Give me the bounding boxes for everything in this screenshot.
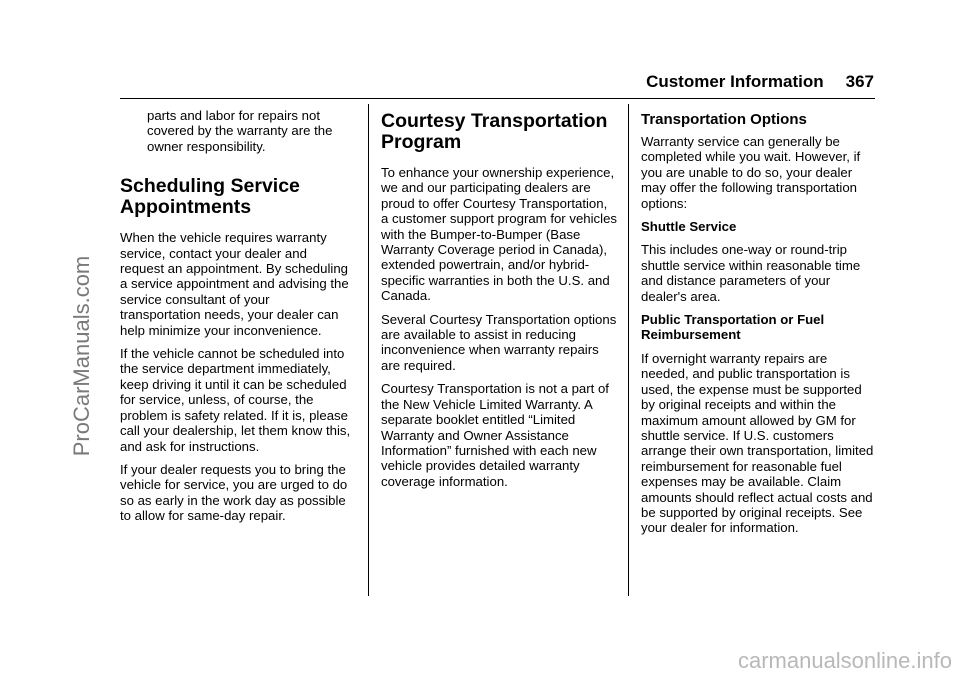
bottom-watermark: carmanualsonline.info bbox=[737, 648, 952, 673]
paragraph: If the vehicle cannot be scheduled into the service department immediately, keep driving it until it can be scheduled for service, unless, of course, the problem is safety related. If it is, please call your dealership, let them know this, and ask for instructions. bbox=[120, 346, 351, 454]
section-heading-courtesy: Courtesy Transportation Program bbox=[381, 110, 608, 153]
column-2 bbox=[381, 106, 617, 497]
column-divider bbox=[368, 104, 369, 596]
paragraph: If overnight warranty repairs are needed, and public transportation is used, the expense must be supported by original receipts and within the maximum amount allowed by GM for shuttle service. If U.S. customers arrange their own transportation, limited reimbursement for reasonable fuel expenses may be available. Claim amounts should reflect actual costs and be supported by original receipts. See your dealer for information. bbox=[641, 350, 874, 536]
paragraph: Courtesy Transportation is not a part of the New Vehicle Limited Warranty. A separate booklet entitled “Limited Warranty and Owner Assistance Information” furnished with each new vehicle provides detailed warranty coverage information. bbox=[381, 381, 609, 489]
section-title: Customer Information bbox=[646, 72, 824, 91]
column-3 bbox=[641, 106, 877, 544]
header-rule bbox=[120, 98, 875, 99]
subheading-shuttle: Shuttle Service bbox=[641, 219, 737, 235]
column-divider bbox=[628, 104, 629, 596]
paragraph: If your dealer requests you to bring the vehicle for service, you are urged to do so as early in the work day as possible to allow for same-day repair. bbox=[120, 461, 348, 524]
subsection-heading-options: Transportation Options bbox=[641, 111, 807, 128]
column-1 bbox=[120, 106, 352, 532]
paragraph: This includes one-way or round-trip shuttle service within reasonable time and distance parameters of your dealer's area. bbox=[641, 242, 861, 304]
paragraph: Several Courtesy Transportation options are available to assist in reducing inconvenience when warranty repairs are required. bbox=[381, 311, 617, 373]
page-number: 367 bbox=[845, 72, 874, 91]
page-header bbox=[646, 72, 874, 92]
section-heading-scheduling: Scheduling Service Appointments bbox=[120, 175, 300, 219]
subheading-public-transport: Public Transportation or Fuel Reimbursement bbox=[641, 312, 825, 343]
paragraph: To enhance your ownership experience, we and our participating dealers are proud to offer Courtesy Transportation, a customer support program for vehicles with the Bumper-to-Bumper (Base Warranty Coverage period in Canada), extended powertrain, and/or hybrid-specific warranties in both the U.S. and Canada. bbox=[381, 165, 618, 304]
paragraph: When the vehicle requires warranty service, contact your dealer and request an appointment. By scheduling a service appointment and advising the service consultant of your transportation needs, your dealer can help minimize your inconvenience. bbox=[120, 230, 349, 338]
continued-paragraph: parts and labor for repairs not covered by the warranty are the owner responsibility. bbox=[147, 108, 333, 154]
paragraph: Warranty service can generally be completed while you wait. However, if you are unable to do so, your dealer may offer the following transportation options: bbox=[641, 134, 861, 211]
side-watermark: ProCarManuals.com bbox=[69, 255, 94, 457]
